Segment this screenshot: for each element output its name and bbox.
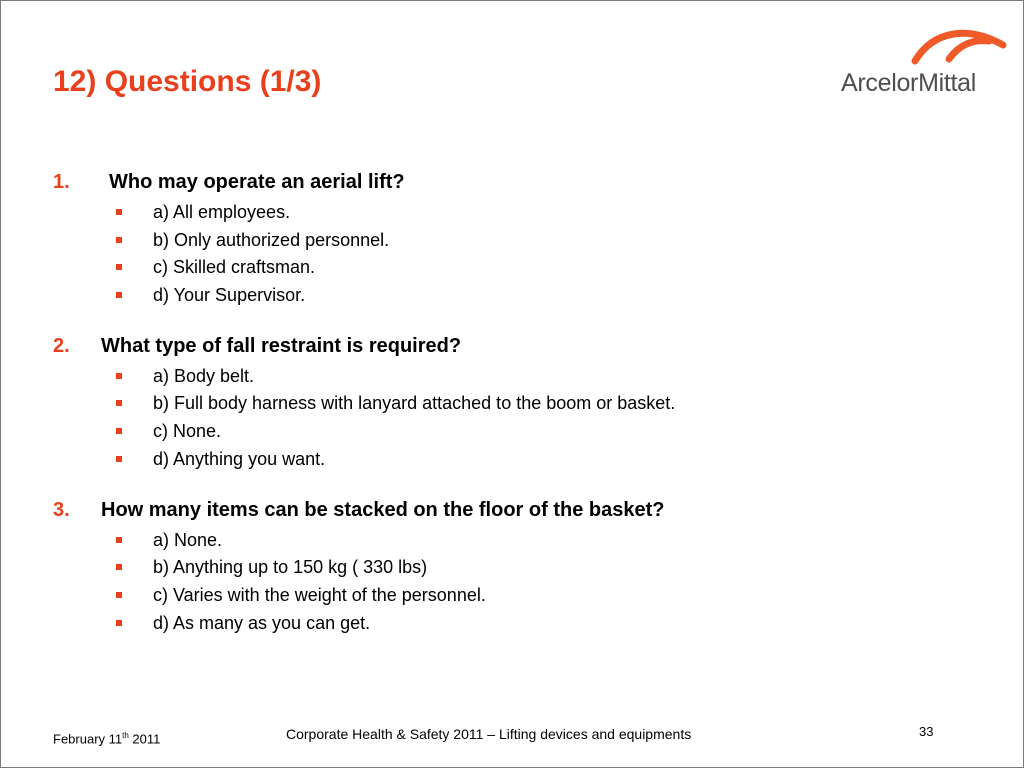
answer-option [53,556,973,584]
question-2 [53,333,973,476]
answer-option [53,448,973,476]
square-bullet-icon [116,209,122,215]
question-3 [53,497,973,640]
answer-text: c) None. [153,421,222,442]
answer-text: b) Full body harness with lanyard attached to the boom or basket. [153,393,676,414]
square-bullet-icon [116,456,122,462]
answer-option [53,229,973,257]
footer-date-sup: th [122,731,129,740]
slide-title: 12) Questions (1/3) [53,65,322,98]
answer-options [53,365,973,476]
answer-text: b) Only authorized personnel. [153,229,390,250]
answer-options [53,529,973,640]
question-number: 3. [53,498,70,521]
square-bullet-icon [116,292,122,298]
answer-text: a) All employees. [153,202,291,222]
question-text: What type of fall restraint is required? [101,334,462,357]
answer-text: d) Your Supervisor. [153,285,306,306]
answer-option [53,256,973,284]
logo-text: ArcelorMittal [841,69,977,97]
square-bullet-icon [116,373,122,379]
answer-option [53,612,973,640]
question-text: How many items can be stacked on the floor of the basket? [101,498,665,521]
answer-options [53,201,973,312]
footer-date [53,731,160,746]
footer-title: Corporate Health & Safety 2011 – Lifting devices and equipments [286,726,692,742]
square-bullet-icon [116,537,122,543]
answer-option [53,201,973,229]
arcelormittal-logo [837,23,1007,103]
answer-text: d) As many as you can get. [153,612,371,633]
answer-text: c) Varies with the weight of the personnel. [153,584,486,605]
logo-swoosh-icon [911,23,1007,67]
question-text: Who may operate an aerial lift? [109,171,405,193]
question-number: 1. [53,171,70,193]
square-bullet-icon [116,564,122,570]
answer-option [53,420,973,448]
answer-option [53,529,973,557]
page-number: 33 [919,724,934,739]
square-bullet-icon [116,620,122,626]
questions-list [53,169,973,639]
answer-text: a) None. [153,529,223,550]
question-number: 2. [53,334,70,357]
footer-date-suffix: 2011 [128,731,161,747]
answer-option [53,584,973,612]
square-bullet-icon [116,237,122,243]
answer-text: d) Anything you want. [153,448,326,469]
square-bullet-icon [116,400,122,406]
answer-text: b) Anything up to 150 kg ( 330 lbs) [153,557,428,578]
answer-text: c) Skilled craftsman. [153,257,316,278]
square-bullet-icon [116,592,122,598]
square-bullet-icon [116,428,122,434]
answer-option [53,365,973,393]
answer-option [53,392,973,420]
footer-date-prefix: February 11 [53,731,123,747]
question-1 [53,169,973,312]
answer-option [53,284,973,312]
answer-text: a) Body belt. [153,365,255,386]
square-bullet-icon [116,264,122,270]
